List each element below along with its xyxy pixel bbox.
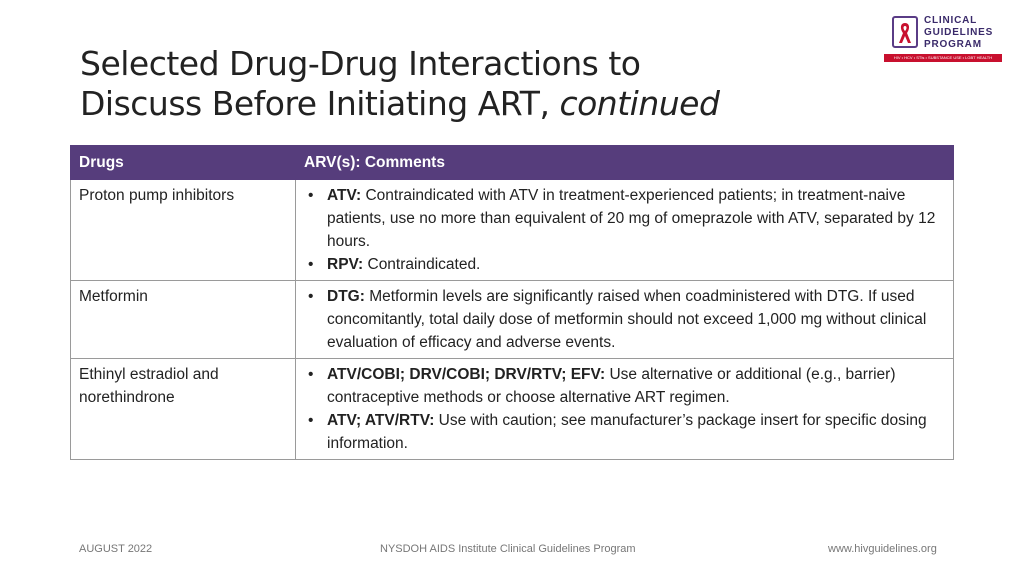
title-main-text: Discuss Before Initiating ART [80,84,540,123]
comment-item [304,184,945,253]
table-row [71,281,954,359]
comments-cell [296,359,954,460]
comments-cell [296,281,954,359]
table-row [71,359,954,460]
title-line-1: Selected Drug-Drug Interactions to [80,44,641,83]
table-header-row [71,146,954,180]
logo-text-clinical: CLINICAL [924,15,978,26]
title-line-2 [80,84,840,124]
title-continued: continued [559,84,720,123]
comment-text: Metformin levels are significantly raised when coadministered with DTG. If used concomitantly, total daily dose of metformin should not exceed 1,000 mg without clinical evaluation of efficacy and adverse events. [327,288,927,351]
table-row [71,180,954,281]
comment-item [304,253,945,276]
logo-text-guidelines: GUIDELINES [924,27,994,38]
arv-label: DTG: [327,288,365,305]
comment-text: Contraindicated with ATV in treatment-experienced patients; in treatment-naive patients, use no more than equivalent of 20 mg of omeprazole with ATV, separated by 12 hours. [327,187,936,250]
header-arv-comments: ARV(s): Comments [296,146,954,180]
clinical-guidelines-logo [884,14,1004,64]
arv-label: RPV: [327,256,364,273]
ribbon-icon [892,16,918,48]
arv-label: ATV/COBI; DRV/COBI; DRV/RTV; EFV: [327,366,606,383]
footer-date: AUGUST 2022 [79,543,153,555]
arv-label: ATV; ATV/RTV: [327,412,435,429]
title-separator: , [539,84,550,123]
comment-text: Use alternative or additional (e.g., barrier) contraceptive methods or choose alternative ART regimen. [327,366,896,406]
comment-item [304,363,945,409]
comments-cell [296,180,954,281]
footer-url[interactable]: www.hivguidelines.org [828,543,937,555]
drug-cell: Proton pump inhibitors [71,180,296,281]
comment-item [304,409,945,455]
footer-program: NYSDOH AIDS Institute Clinical Guidelines Program [380,543,636,555]
drug-cell: Metformin [71,281,296,359]
header-drugs: Drugs [71,146,296,180]
comment-item [304,285,945,354]
arv-label: ATV: [327,187,362,204]
comment-text: Use with caution; see manufacturer’s package insert for specific dosing information. [327,412,927,452]
slide-title [80,44,840,124]
comment-text: Contraindicated. [363,256,481,273]
drug-interactions-table [70,145,954,460]
drug-cell: Ethinyl estradiol and norethindrone [71,359,296,460]
logo-text-program: PROGRAM [924,39,982,50]
logo-tagline: HIV • HCV • STIs • SUBSTANCE USE • LGBT HEALTH [884,54,1002,62]
